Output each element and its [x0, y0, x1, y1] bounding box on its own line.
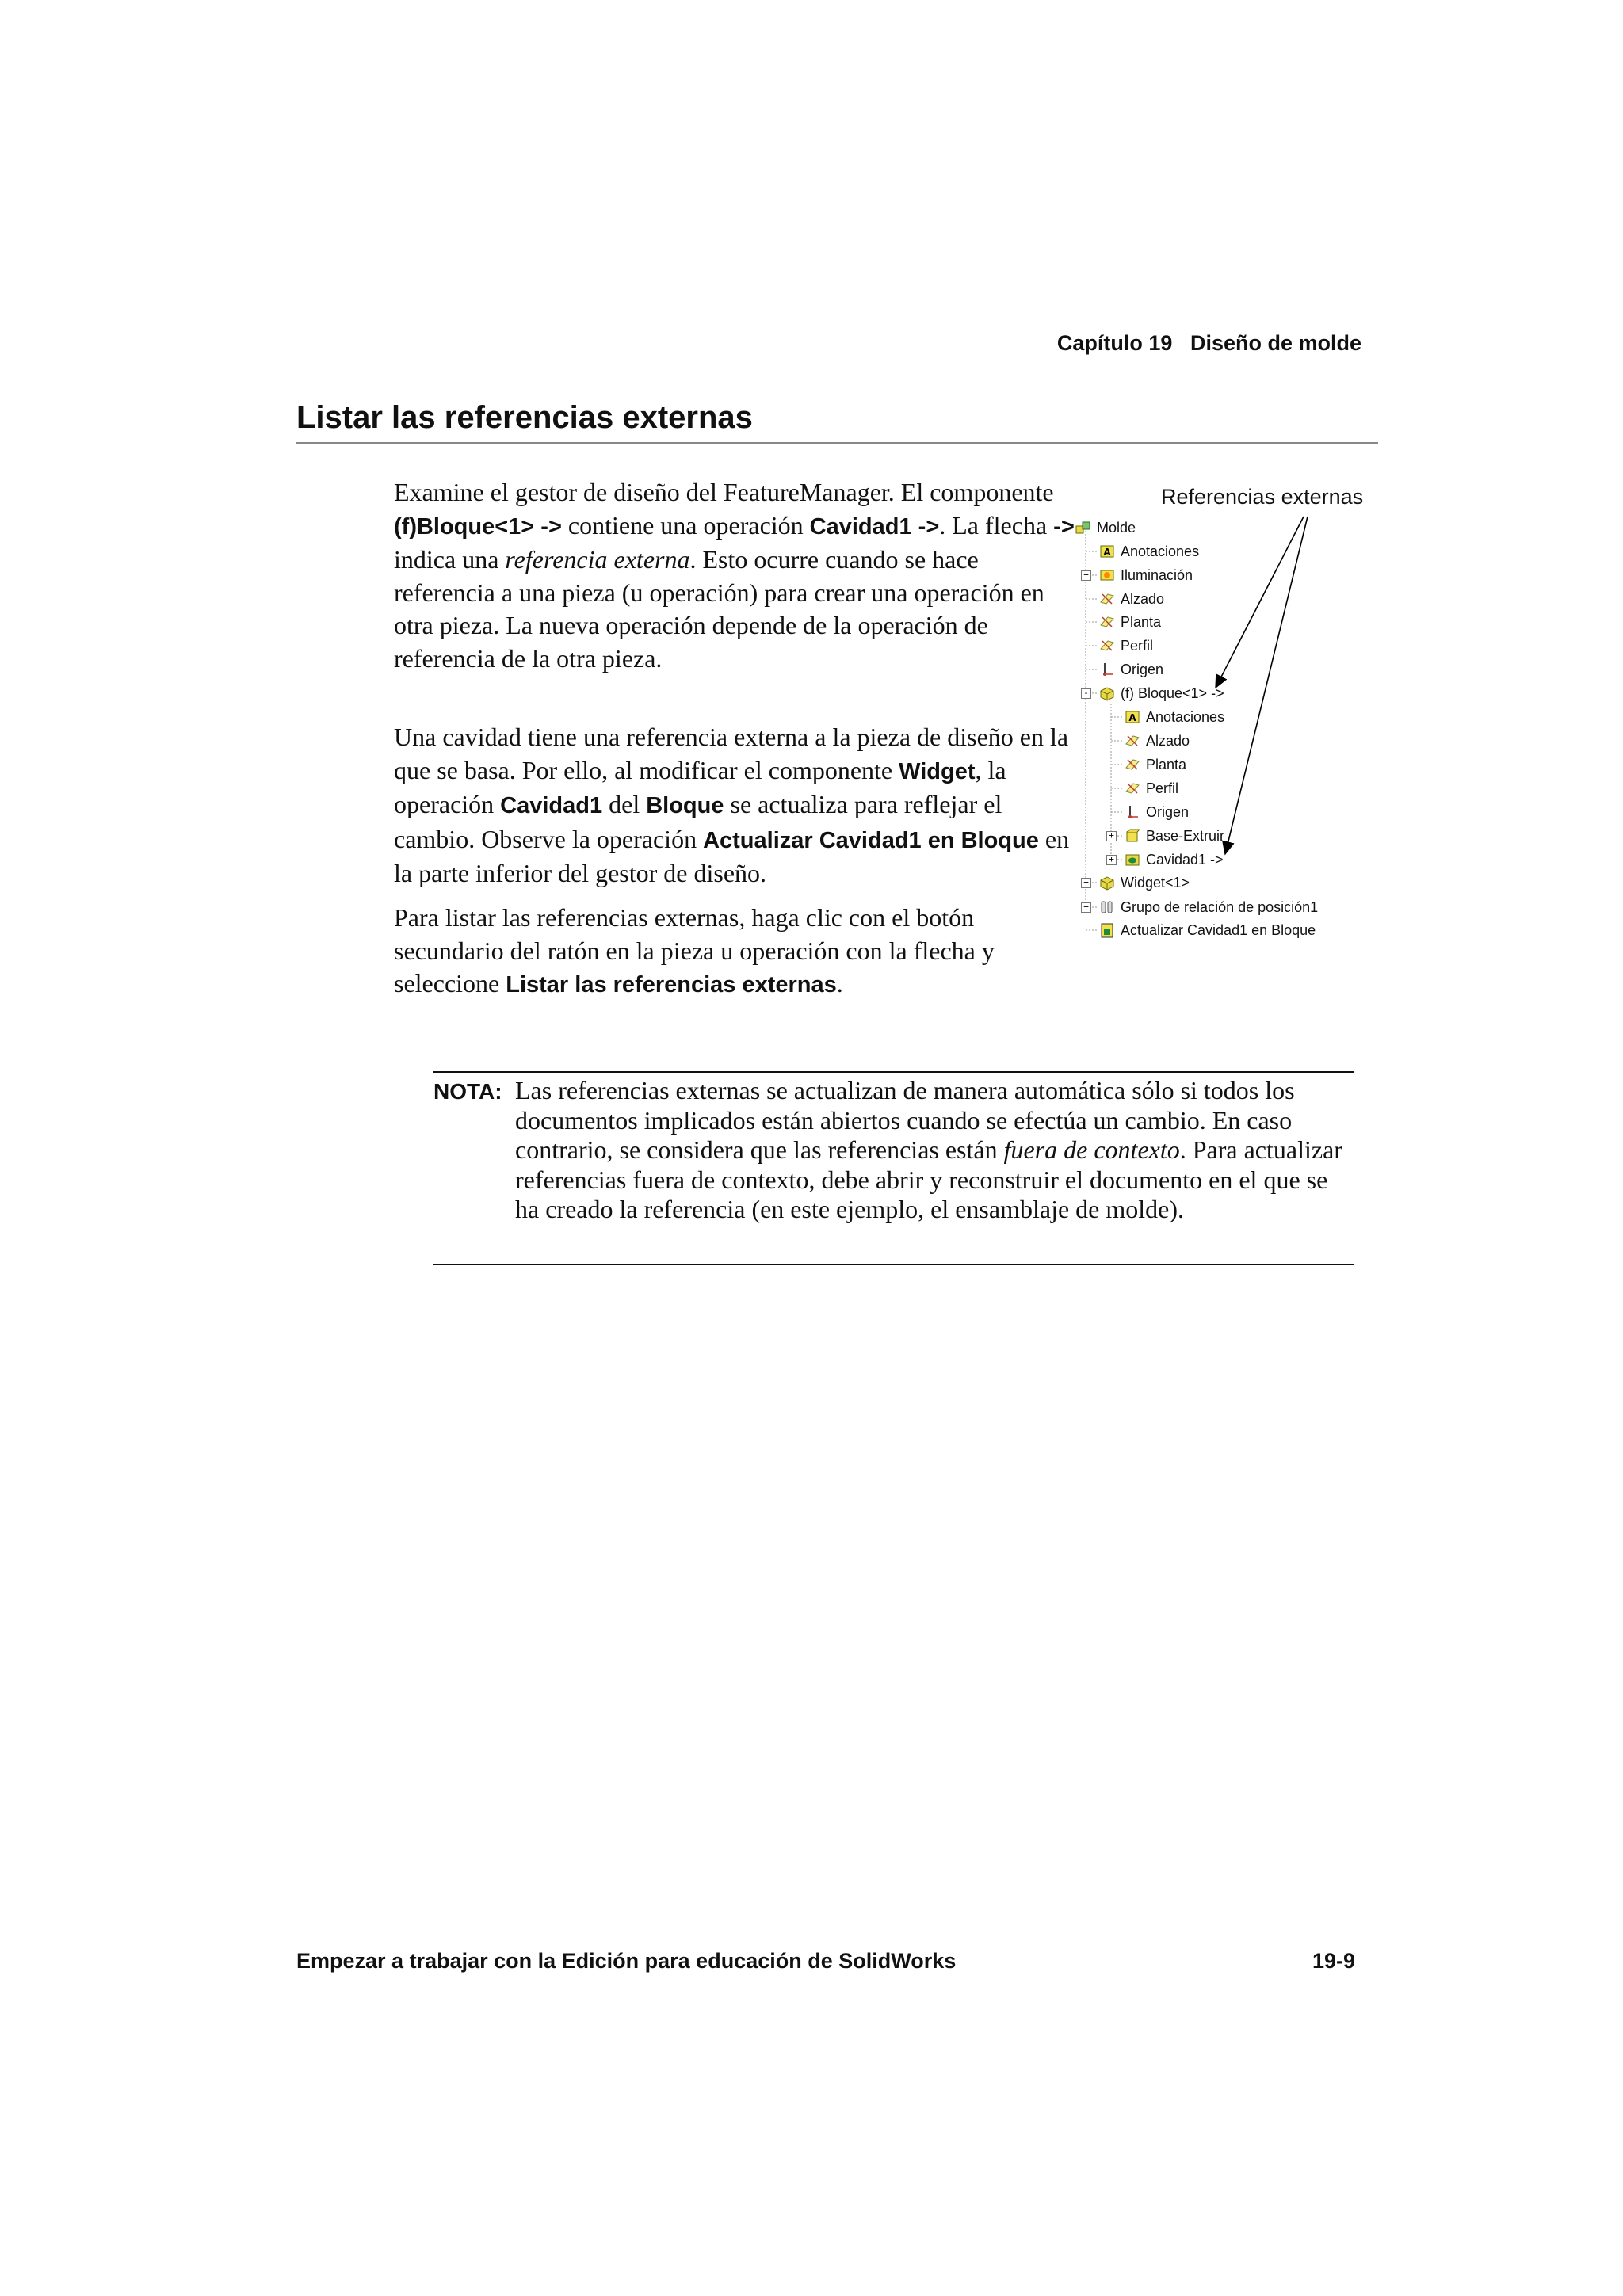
arrow-to-bloque	[1216, 517, 1304, 688]
note-rule-bottom	[433, 1264, 1354, 1265]
tree-expander[interactable]: +	[1106, 855, 1117, 865]
tree-expander[interactable]: -	[1081, 688, 1091, 699]
tree-item-label: Base-Extruir	[1146, 827, 1225, 844]
external-references-label: Referencias externas	[1161, 485, 1364, 509]
paragraph-featuremanager: Examine el gestor de diseño del FeatureManager. El componente (f)Bloque<1> -> contiene una operación Cavidad1 ->. La flecha -> indica una referencia externa. Esto ocurre cuando se hace referencia a una pieza (u operación) para crear una operación en otra pieza. La nueva operación depende de la operación de referencia de la otra pieza.	[394, 478, 1075, 673]
tree-expander[interactable]: +	[1081, 878, 1091, 888]
tree-item-label: Widget<1>	[1121, 874, 1190, 891]
tree-item-label: (f) Bloque<1> ->	[1121, 685, 1224, 701]
tree-item-label: Planta	[1121, 613, 1162, 630]
tree-item-label: Alzado	[1146, 732, 1190, 749]
tree-item-label: Anotaciones	[1146, 708, 1225, 725]
note-rule-top	[433, 1071, 1354, 1073]
svg-text:A: A	[1128, 712, 1136, 723]
arrow-to-cavidad	[1225, 517, 1308, 854]
paragraph-list-references: Para listar las referencias externas, haga clic con el botón secundario del ratón en la pieza u operación con la flecha y seleccione Listar las referencias externas.	[394, 903, 995, 997]
tree-expander[interactable]: +	[1081, 570, 1091, 581]
featuremanager-figure	[1070, 475, 1387, 951]
tree-item-label: Actualizar Cavidad1 en Bloque	[1121, 921, 1316, 938]
tree-expander[interactable]: +	[1081, 902, 1091, 913]
footer-book-title: Empezar a trabajar con la Edición para educación de SolidWorks	[296, 1949, 957, 1973]
callout-arrows	[1070, 475, 1387, 951]
tree-expander[interactable]: +	[1106, 831, 1117, 841]
note-label: NOTA:	[433, 1079, 502, 1104]
tree-item-label: Anotaciones	[1121, 543, 1200, 559]
tree-item-label: Perfil	[1121, 637, 1154, 654]
paragraph-cavity: Una cavidad tiene una referencia externa a la pieza de diseño en la que se basa. Por ello, al modificar el componente Widget, la operación Cavidad1 del Bloque se actualiza para reflejar el cambio. Observe la operación Actualizar Cavidad1 en Bloque en la parte inferior del gestor de diseño.	[394, 723, 1070, 887]
title-rule	[296, 442, 1378, 444]
tree-item-label: Grupo de relación de posición1	[1121, 898, 1319, 915]
tree-item-label: Origen	[1146, 803, 1190, 820]
footer-page-number: 19-9	[1312, 1949, 1355, 1973]
tree-item-label: Iluminación	[1121, 566, 1193, 583]
section-title: Listar las referencias externas	[296, 400, 753, 435]
chapter-header	[1057, 331, 1361, 356]
tree-item-label: Molde	[1097, 519, 1136, 536]
note-text: Las referencias externas se actualizan de manera automática sólo si todos los documentos implicados están abiertos cuando se efectúa un cambio. En caso contrario, se considera que las referencias están fuera de contexto. Para actualizar referencias fuera de contexto, debe abrir y reconstruir el documento en el que se ha creado la referencia (en este ejemplo, el ensamblaje de molde).	[515, 1076, 1342, 1223]
chapter-title: Diseño de molde	[1190, 331, 1361, 355]
tree-item-label: Perfil	[1146, 780, 1179, 796]
tree-item-label: Planta	[1146, 756, 1187, 772]
chapter-number: Capítulo 19	[1056, 331, 1173, 355]
tree-item-label: Cavidad1 ->	[1146, 851, 1224, 868]
tree-item-label: Origen	[1121, 661, 1164, 677]
svg-text:A: A	[1103, 547, 1111, 558]
tree-item-label: Alzado	[1121, 590, 1165, 607]
